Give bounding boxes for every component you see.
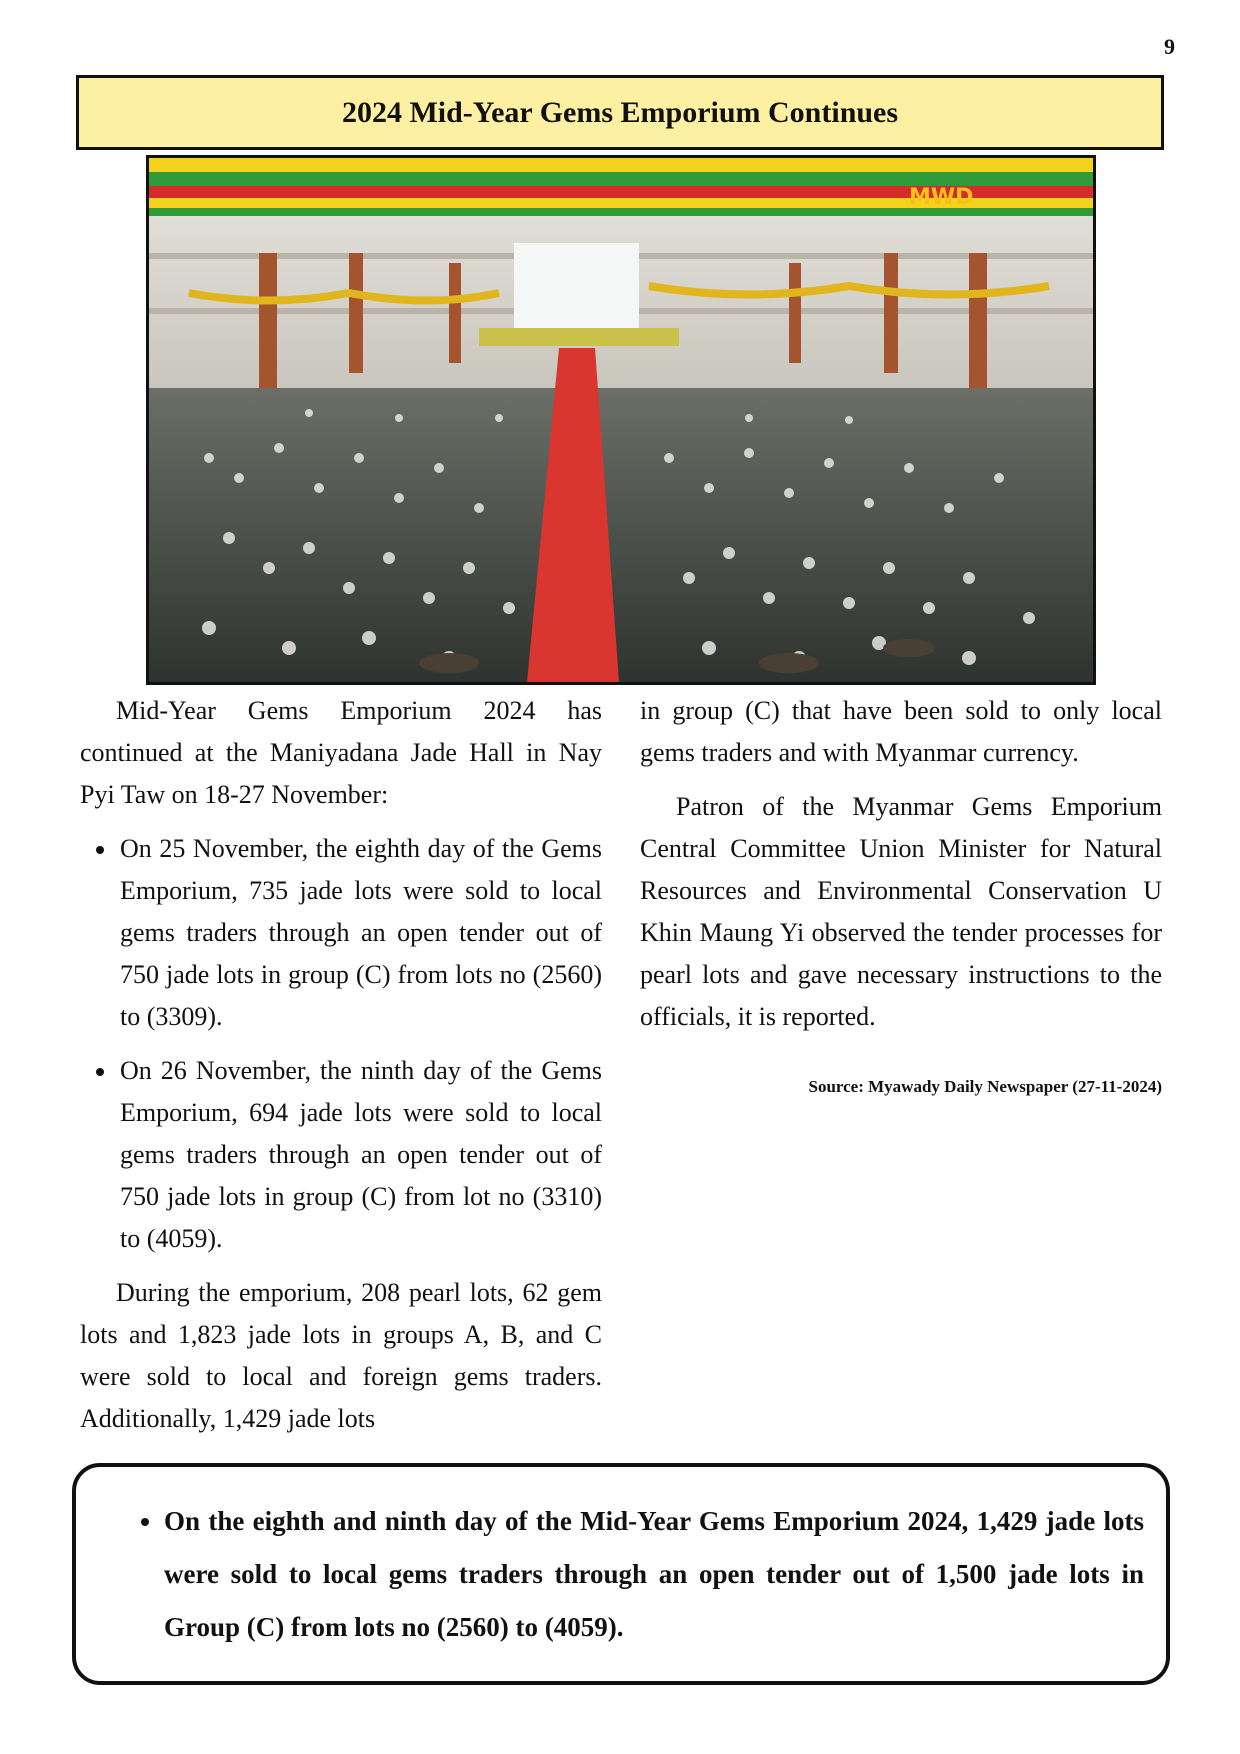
mwd-logo: MWD xyxy=(909,185,974,210)
page-number: 9 xyxy=(1164,34,1175,59)
source-credit: Source: Myawady Daily Newspaper (27-11-2024) xyxy=(808,1077,1162,1096)
article-column-left xyxy=(80,690,602,1440)
flag-stripe-green xyxy=(149,172,1093,186)
title-banner xyxy=(76,75,1164,150)
hall-illustration xyxy=(149,158,1093,682)
sales-paragraph-continued: in group (C) that have been sold to only local gems traders and with Myanmar currency. xyxy=(640,696,1162,767)
summary-box xyxy=(72,1463,1170,1685)
list-item: • On 26 November, the ninth day of the Gems Emporium, 694 jade lots were sold to local gems traders through an open tender out of 750 jade lots in group (C) from lot no (3310) to (4059). xyxy=(118,1050,602,1260)
intro-paragraph: Mid-Year Gems Emporium 2024 has continued at the Maniyadana Jade Hall in Nay Pyi Taw on 18-27 November: xyxy=(80,696,602,809)
emporium-hall-photo xyxy=(146,155,1096,685)
sales-paragraph: During the emporium, 208 pearl lots, 62 gem lots and 1,823 jade lots in groups A, B, and C were sold to local and foreign gems traders. Additionally, 1,429 jade lots xyxy=(80,1278,602,1433)
list-item: • On 25 November, the eighth day of the Gems Emporium, 735 jade lots were sold to local gems traders through an open tender out of 750 jade lots in group (C) from lots no (2560) to (3309). xyxy=(118,828,602,1038)
article-column-right xyxy=(640,690,1162,1108)
flag-stripe-yellow xyxy=(149,158,1093,172)
patron-paragraph: Patron of the Myanmar Gems Emporium Central Committee Union Minister for Natural Resources and Environmental Conservation U Khin Maung Yi observed the tender processes for pearl lots and gave necessary instructions to the officials, it is reported. xyxy=(640,792,1162,1031)
page-title: 2024 Mid-Year Gems Emporium Continues xyxy=(341,95,899,129)
day-results-list xyxy=(80,828,602,1260)
summary-item: • On the eighth and ninth day of the Mid-Year Gems Emporium 2024, 1,429 jade lots were sold to local gems traders through an open tender out of 1,500 jade lots in Group (C) from lots no (2560) to (4059). xyxy=(164,1495,1144,1654)
projection-screen xyxy=(514,243,639,328)
